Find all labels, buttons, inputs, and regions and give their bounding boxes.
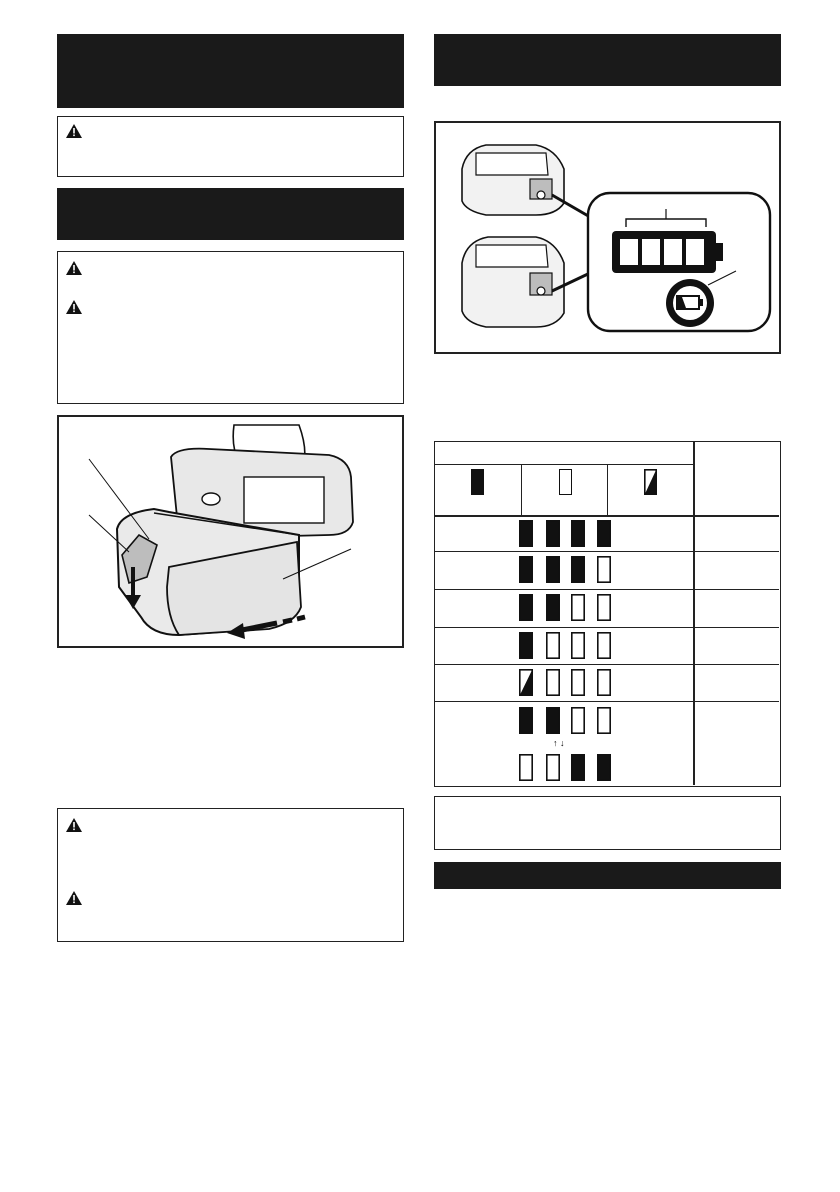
lamp-off-icon [546, 669, 560, 696]
battery-removal-illustration [59, 417, 402, 646]
warning-triangle-icon [66, 261, 82, 275]
lamp-off-icon [597, 594, 611, 621]
remaining-capacity-table [434, 441, 781, 787]
lamp-on-icon [597, 520, 611, 547]
section-header-bar-4 [434, 862, 781, 889]
lamp-on-icon [571, 754, 585, 781]
table-divider [607, 464, 608, 515]
lamp-on-icon [571, 520, 585, 547]
table-divider [693, 442, 695, 785]
warning-triangle-icon [66, 891, 82, 905]
lamp-off-icon [546, 632, 560, 659]
caution-box-2 [57, 251, 404, 404]
table-divider [435, 515, 779, 517]
lamp-on-icon [546, 520, 560, 547]
table-divider [435, 551, 779, 552]
lamp-on-icon [519, 556, 533, 583]
lamp-off-icon [597, 707, 611, 734]
toggle-arrows-icon: ↑ ↓ [553, 738, 565, 748]
lamp-off-icon [571, 632, 585, 659]
section-header-bar-1 [57, 34, 404, 108]
table-divider [435, 464, 693, 465]
lamp-on-icon [519, 707, 533, 734]
lamp-off-legend-icon [559, 469, 572, 495]
table-divider [435, 664, 779, 665]
lamp-off-icon [597, 669, 611, 696]
lamp-on-icon [546, 594, 560, 621]
lamp-on-icon [519, 632, 533, 659]
lamp-blinking-legend-icon [644, 469, 657, 495]
battery-indicator-illustration [436, 123, 779, 352]
section-header-bar-2 [57, 188, 404, 240]
lamp-off-icon [519, 754, 533, 781]
figure-battery-indicator [434, 121, 781, 354]
lamp-on-icon [519, 594, 533, 621]
table-divider [521, 464, 522, 515]
lamp-on-icon [597, 754, 611, 781]
table-divider [435, 627, 779, 628]
lamp-off-icon [571, 594, 585, 621]
section-header-bar-3 [434, 34, 781, 86]
warning-triangle-icon [66, 818, 82, 832]
caution-box-3 [57, 808, 404, 942]
figure-battery-removal [57, 415, 404, 648]
lamp-on-icon [571, 556, 585, 583]
lamp-lighted-legend-icon [471, 469, 484, 495]
note-box [434, 796, 781, 850]
lamp-off-icon [571, 707, 585, 734]
lamp-on-icon [546, 556, 560, 583]
table-divider [435, 589, 779, 590]
lamp-on-icon [546, 707, 560, 734]
lamp-off-icon [597, 556, 611, 583]
warning-triangle-icon [66, 300, 82, 314]
caution-box-1 [57, 116, 404, 177]
lamp-on-icon [519, 520, 533, 547]
lamp-blink-icon [519, 669, 533, 696]
lamp-off-icon [546, 754, 560, 781]
lamp-off-icon [571, 669, 585, 696]
lamp-off-icon [597, 632, 611, 659]
table-divider [435, 701, 779, 702]
warning-triangle-icon [66, 124, 82, 138]
